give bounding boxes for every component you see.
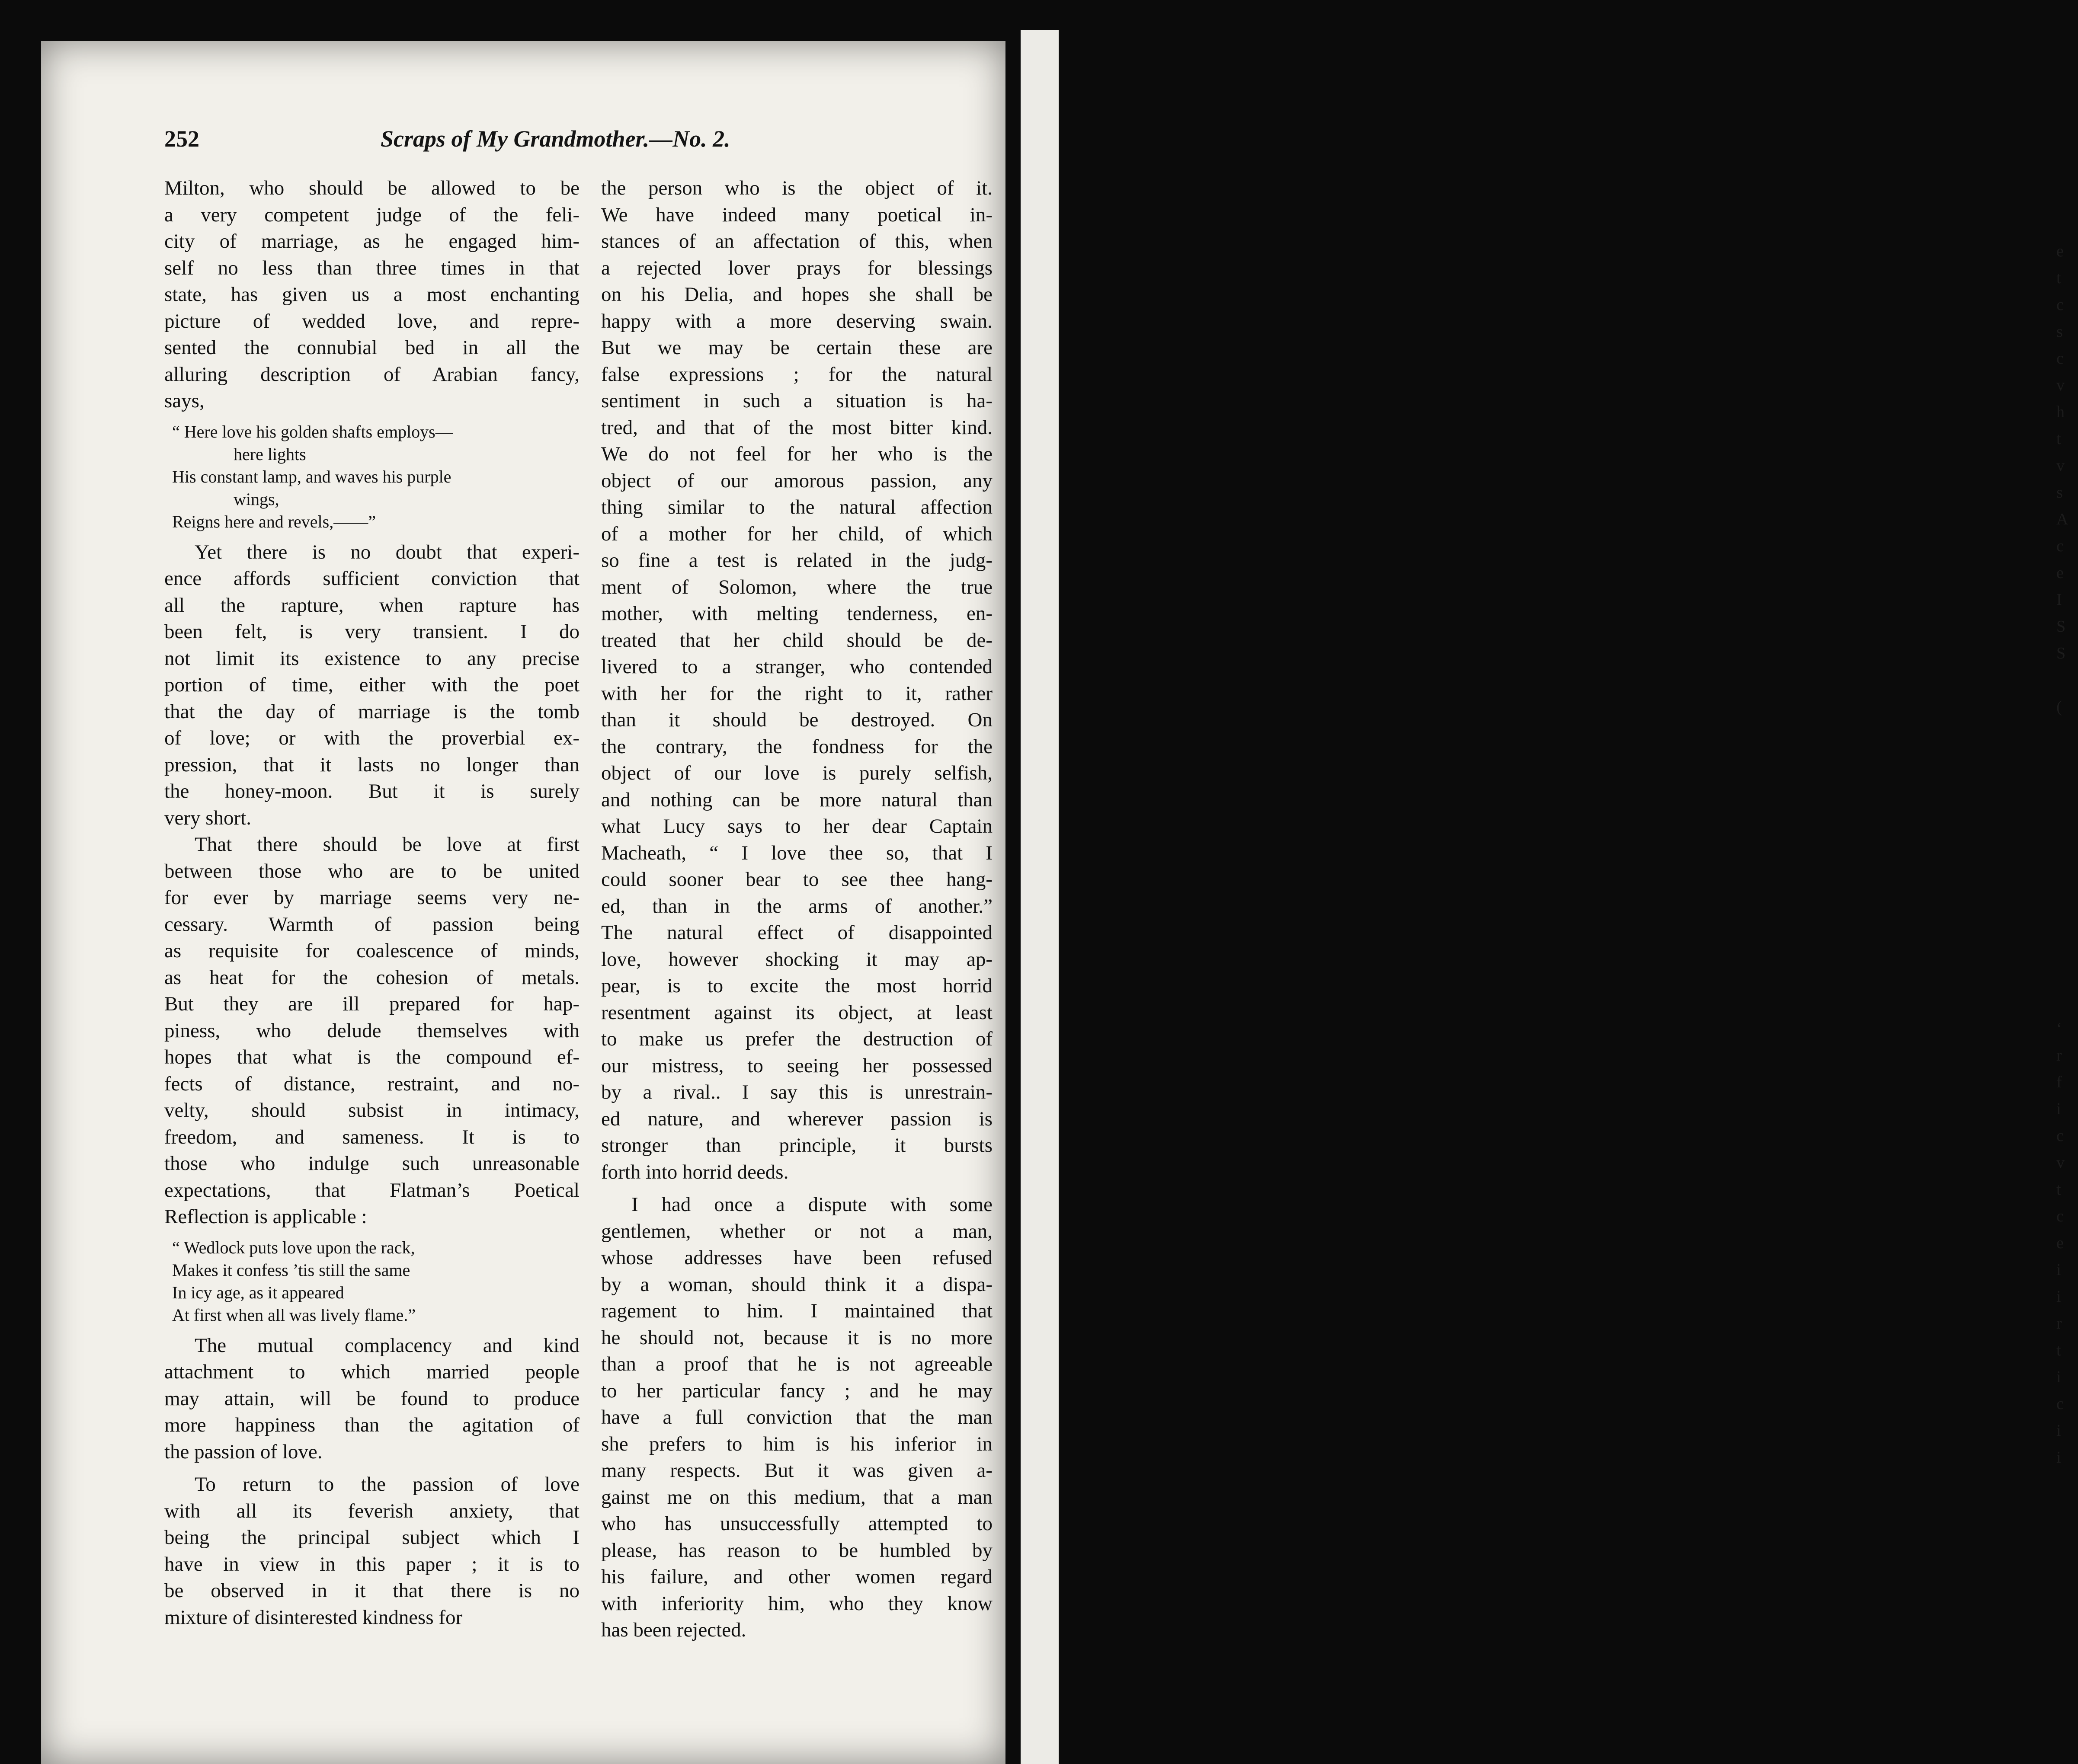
text-line: with all its feverish anxiety, that [164, 1499, 580, 1522]
edge-letter [2056, 935, 2078, 962]
text-line: for ever by marriage seems very ne- [164, 886, 580, 909]
edge-letter: S [2056, 617, 2066, 636]
text-line: than it should be destroyed. On [601, 709, 993, 731]
edge-letter: e [2056, 564, 2064, 582]
text-line: sentiment in such a situation is ha- [601, 390, 993, 412]
text-line: pear, is to excite the most horrid [601, 975, 993, 997]
verse-line: here lights [234, 444, 306, 464]
edge-letter: e [2056, 242, 2064, 260]
page-number: 252 [164, 126, 199, 152]
text-line: ment of Solomon, where the true [601, 575, 993, 598]
text-line: many respects. But it was given a- [601, 1459, 993, 1482]
text-line: false expressions ; for the natural [601, 363, 993, 386]
text-line: than a proof that he is not agreeable [601, 1353, 993, 1375]
text-line: she prefers to him is his inferior in [601, 1432, 993, 1455]
edge-letter [2056, 908, 2078, 935]
text-line: the honey-moon. But it is surely [164, 780, 580, 802]
text-line: the contrary, the fondness for the [601, 735, 993, 758]
text-line: been felt, is very transient. I do [164, 620, 580, 643]
text-line: ragement to him. I maintained that [601, 1300, 993, 1322]
edge-letter: t [2056, 430, 2061, 448]
text-line: whose addresses have been refused [601, 1246, 993, 1269]
text-line: between those who are to be united [164, 860, 580, 882]
text-line: be observed in it that there is no [164, 1579, 580, 1602]
text-line: has been rejected. [601, 1619, 746, 1641]
text-line: may attain, will be found to produce [164, 1387, 580, 1410]
text-line: livered to a stranger, who contended [601, 655, 993, 678]
text-line: state, has given us a most enchanting [164, 283, 580, 306]
verse-line: In icy age, as it appeared [172, 1282, 344, 1302]
text-line: The mutual complacency and kind [195, 1334, 580, 1357]
text-line: have a full conviction that the man [601, 1406, 993, 1428]
text-line: I had once a dispute with some [631, 1193, 993, 1216]
text-line: love, however shocking it may ap- [601, 948, 993, 971]
text-line: stances of an affectation of this, when [601, 230, 993, 252]
text-line: resentment against its object, at least [601, 1001, 993, 1024]
edge-letter: f [2056, 1073, 2062, 1091]
edge-letter: c [2056, 349, 2064, 368]
text-line: those who indulge such unreasonable [164, 1152, 580, 1175]
verse-line: Makes it confess ’tis still the same [172, 1260, 410, 1280]
text-line: so fine a test is related in the judg- [601, 549, 993, 572]
page-header [164, 125, 787, 160]
adjacent-page-edge [1021, 30, 2068, 1764]
text-line: piness, who delude themselves with [164, 1019, 580, 1042]
edge-letter: i [2056, 1368, 2061, 1386]
edge-letter: ( [2056, 698, 2062, 716]
text-line: cessary. Warmth of passion being [164, 913, 580, 936]
edge-letter: s [2056, 323, 2063, 341]
text-line: by a woman, should think it a dispa- [601, 1273, 993, 1296]
edge-letter [2056, 854, 2078, 881]
text-line: all the rapture, when rapture has [164, 594, 580, 617]
text-line: freedom, and sameness. It is to [164, 1125, 580, 1148]
edge-letter: v [2056, 376, 2065, 394]
edge-letter [2056, 774, 2078, 801]
edge-letter [2056, 720, 2078, 747]
text-line: more happiness than the agitation of [164, 1414, 580, 1436]
edge-letter: c [2056, 1395, 2064, 1413]
right-text-column [601, 175, 993, 1644]
edge-letter [2056, 962, 2078, 988]
text-line: But we may be certain these are [601, 336, 993, 359]
text-line: We do not feel for her who is the [601, 443, 993, 465]
text-line: gainst me on this medium, that a man [601, 1486, 993, 1508]
verse-line: “ Here love his golden shafts employs— [172, 422, 453, 441]
verse-line: Reigns here and revels,——” [172, 511, 376, 531]
edge-letter: c [2056, 296, 2064, 314]
text-line: of a mother for her child, of which [601, 522, 993, 545]
edge-letter: e [2056, 1234, 2064, 1252]
edge-letter: t [2056, 1180, 2061, 1198]
edge-letter: A [2056, 510, 2068, 528]
text-line: self no less than three times in that [164, 256, 580, 279]
text-line: mother, with melting tenderness, en- [601, 602, 993, 625]
text-line: attachment to which married people [164, 1361, 580, 1383]
edge-letter [2056, 747, 2078, 774]
text-line: to make us prefer the destruction of [601, 1028, 993, 1050]
edge-letter: s [2056, 483, 2063, 502]
text-line: could sooner bear to see thee hang- [601, 868, 993, 891]
running-title: Scraps of My Grandmother.—No. 2. [381, 126, 730, 152]
edge-letter: h [2056, 403, 2065, 421]
text-line: treated that her child should be de- [601, 629, 993, 652]
edge-letter [2056, 667, 2078, 693]
text-line: have in view in this paper ; it is to [164, 1553, 580, 1575]
edge-letter: i [2056, 1261, 2061, 1279]
text-line: We have indeed many poetical in- [601, 203, 993, 226]
text-line: ed nature, and wherever passion is [601, 1107, 993, 1130]
text-line: who has unsuccessfully attempted to [601, 1512, 993, 1535]
edge-letter: t [2056, 1341, 2061, 1359]
text-line: his failure, and other women regard [601, 1566, 993, 1588]
text-line: of love; or with the proverbial ex- [164, 727, 580, 749]
text-line: ence affords sufficient conviction that [164, 567, 580, 590]
edge-letter: c [2056, 1207, 2064, 1225]
text-line: The natural effect of disappointed [601, 921, 993, 944]
text-line: That there should be love at first [195, 833, 580, 856]
text-line: sented the connubial bed in all the [164, 336, 580, 359]
text-line: what Lucy says to her dear Captain [601, 815, 993, 837]
text-line: a very competent judge of the feli- [164, 203, 580, 226]
edge-letter: ‘ [2056, 1019, 2062, 1038]
text-line: not limit its existence to any precise [164, 647, 580, 670]
edge-letter: r [2056, 1314, 2062, 1333]
text-line: that the day of marriage is the tomb [164, 700, 580, 723]
text-line: portion of time, either with the poet [164, 674, 580, 696]
verse-line: “ Wedlock puts love upon the rack, [172, 1237, 415, 1257]
verse-line: At first when all was lively flame.” [172, 1305, 416, 1325]
text-line: velty, should subsist in intimacy, [164, 1099, 580, 1122]
text-line: expectations, that Flatman’s Poetical [164, 1179, 580, 1202]
text-line: tred, and that of the most bitter kind. [601, 416, 993, 439]
text-line: as requisite for coalescence of minds, [164, 940, 580, 962]
edge-letter [2056, 828, 2078, 854]
edge-letter [2056, 988, 2078, 1015]
edge-letter: t [2056, 269, 2061, 287]
text-line: with inferiority him, who they know [601, 1592, 993, 1615]
edge-letter: i [2056, 1448, 2061, 1467]
edge-letter: c [2056, 1127, 2064, 1145]
left-text-column [164, 175, 580, 1631]
text-line: the person who is the object of it. [601, 177, 993, 199]
edge-letter: c [2056, 537, 2064, 555]
text-line: please, has reason to be humbled by [601, 1539, 993, 1562]
text-line: with her for the right to it, rather [601, 682, 993, 705]
text-line: mixture of disinterested kindness for [164, 1606, 463, 1629]
text-line: picture of wedded love, and repre- [164, 310, 580, 332]
edge-letter: i [2056, 1288, 2061, 1306]
text-line: our mistress, to seeing her possessed [601, 1054, 993, 1077]
text-line: hopes that what is the compound ef- [164, 1046, 580, 1068]
edge-letter: I [2056, 591, 2062, 609]
text-line: forth into horrid deeds. [601, 1160, 789, 1183]
edge-letter: r [2056, 1046, 2062, 1064]
text-line: fects of distance, restraint, and no- [164, 1072, 580, 1095]
text-line: by a rival.. I say this is unrestrain- [601, 1081, 993, 1103]
text-line: Macheath, “ I love thee so, that I [601, 841, 993, 864]
text-line: very short. [164, 806, 252, 829]
text-line: To return to the passion of love [195, 1473, 580, 1496]
edge-letter: S [2056, 644, 2066, 662]
edge-letter: i [2056, 1100, 2061, 1118]
text-line: Milton, who should be allowed to be [164, 177, 580, 199]
text-line: being the principal subject which I [164, 1526, 580, 1549]
text-line: as heat for the cohesion of metals. [164, 966, 580, 989]
text-line: city of marriage, as he engaged him- [164, 230, 580, 252]
text-line: ed, than in the arms of another.” [601, 895, 993, 917]
text-line: to her particular fancy ; and he may [601, 1379, 993, 1402]
text-line: Reflection is applicable : [164, 1205, 367, 1228]
text-line: and nothing can be more natural than [601, 788, 993, 811]
edge-letter: v [2056, 457, 2065, 475]
text-line: gentlemen, whether or not a man, [601, 1220, 993, 1243]
verse-line: wings, [234, 489, 279, 509]
edge-letter: i [2056, 1422, 2061, 1440]
text-line: Yet there is no doubt that experi- [195, 540, 580, 563]
verse-line: His constant lamp, and waves his purple [172, 467, 451, 486]
edge-letter [2056, 881, 2078, 908]
text-line: thing similar to the natural affection [601, 496, 993, 518]
text-line: object of our amorous passion, any [601, 469, 993, 492]
text-line: object of our love is purely selfish, [601, 762, 993, 784]
edge-letter: v [2056, 1154, 2065, 1172]
text-line: alluring description of Arabian fancy, [164, 363, 580, 386]
text-line: But they are ill prepared for hap- [164, 993, 580, 1015]
edge-letter [2056, 801, 2078, 828]
text-line: he should not, because it is no more [601, 1326, 993, 1349]
text-line: a rejected lover prays for blessings [601, 256, 993, 279]
text-line: pression, that it lasts no longer than [164, 753, 580, 776]
text-line: says, [164, 390, 205, 412]
text-line: stronger than principle, it bursts [601, 1134, 993, 1157]
text-line: on his Delia, and hopes she shall be [601, 283, 993, 306]
text-line: happy with a more deserving swain. [601, 310, 993, 332]
text-line: the passion of love. [164, 1440, 323, 1463]
adjacent-page-letters [2056, 238, 2078, 1471]
